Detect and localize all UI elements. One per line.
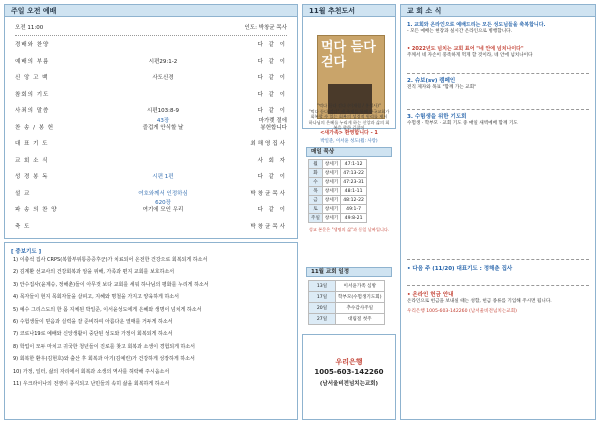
worship-item-person: 최해영집사 (250, 141, 287, 147)
reading-verse: 49:1-7 (341, 205, 367, 214)
hymn-row (15, 118, 287, 132)
hymn (111, 118, 215, 132)
prayer-item: 5) 예수 그리스도의 한 몸 지체된 박일준, 이서윤성도에게 은혜와 생명이 넘치게 하소서 (13, 306, 202, 313)
prayer-item: 8) 학업이 모두 마치고 귀국한 청년들이 진로를 찾고 회복과 소생이 경험되게 하소서 (13, 343, 196, 350)
bank-account: 1005-603-142260 (314, 368, 384, 376)
news-6-title: • 온라인 헌금 안내 (407, 292, 454, 298)
meeting-date: 17일 (309, 292, 336, 303)
reading-book: 창세기 (322, 196, 340, 205)
divider (407, 259, 589, 260)
reading-book: 창세기 (322, 187, 340, 196)
prayer-item: 1) 이충석 집사 CRPS(복합부위통증증후군)가 치료되어 온전한 건강으로 회복되게 하소서 (13, 257, 208, 263)
prayer-item: 10) 가정, 일터, 삶의 자리에서 회복과 소생의 역사를 허락해 주시옵소서 (13, 368, 170, 375)
worship-item-person: 다 같 이 (257, 108, 287, 114)
book-cover-title: 먹다 듣다 걷다 (321, 40, 376, 70)
news-section (400, 17, 596, 420)
meeting-date: 27일 (309, 314, 336, 325)
hymn-title: 즐겁게 안식할 날 (142, 124, 184, 131)
worship-item-name: 예배의 부름 (15, 58, 50, 65)
news-6-account: 우리은행 1005-603-142260 (남서울비전넘치는교회) (407, 308, 517, 314)
worship-item-person: 다 같 이 (257, 42, 287, 48)
left-column (4, 4, 298, 420)
reading-note: 성교 본문은 "생명의 삶"과 동일 날짜입니다. (308, 227, 390, 232)
reading-row (309, 196, 367, 205)
meeting-row (309, 314, 385, 325)
meeting-header: 11월 교회 일정 (306, 267, 392, 277)
news-1-title: 1. 교회와 온라인으로 예배드리는 모든 성도님들을 축복합니다. (407, 22, 546, 28)
worship-item-name: 파 송 의 찬 양 (15, 207, 58, 213)
reading-book: 창세기 (322, 214, 340, 223)
worship-item-detail: 시편103:8-9 (147, 108, 179, 114)
hymn-no: 43장 (156, 117, 170, 124)
worship-item-name: 참회의 기도 (15, 91, 50, 98)
worship-row (15, 153, 287, 167)
reading-header: 매일 묵상 (306, 147, 392, 157)
reading-book: 창세기 (322, 205, 340, 214)
reading-verse: 47:23-31 (341, 178, 367, 187)
worship-item-detail: 시편 1편 (152, 174, 174, 180)
worship-item-name: 대 표 기 도 (15, 141, 49, 147)
new-family: <새가족> 환영합니다 - 1 (320, 130, 378, 136)
send-title: 여기에 모인 우리 (142, 207, 184, 213)
book-desc-3: 하나님의 은혜를 누리게 하는 신앙과 삶의 회복을 향한 길잡이 (308, 120, 390, 131)
reading-row (309, 205, 367, 214)
bank-holder: (남서울비전넘치는교회) (319, 381, 379, 387)
prayer-title: [ 중보기도 ] (11, 249, 42, 255)
worship-row (15, 70, 287, 84)
worship-item-person: 다 같 이 (257, 58, 287, 65)
bank-section (302, 334, 396, 420)
divider (407, 109, 589, 110)
news-header: 교 회 소 식 (400, 4, 596, 17)
reading-row (309, 214, 367, 223)
worship-header: 주일 오전 예배 (4, 4, 298, 17)
send-hymn-row (15, 200, 287, 214)
divider (15, 35, 287, 36)
prayer-item: 9) 회복한 환우(김현호)와 출산 후 회복과 아기(김예린)가 건강하게 성장하게 하소서 (13, 356, 195, 363)
reading-day: 토 (309, 205, 323, 214)
worship-item-name: 교 회 소 식 (15, 157, 49, 164)
worship-row (15, 103, 287, 117)
book-desc-1: "먹다 듣다 걷다 (이재철 / 홍성사)" (317, 103, 381, 108)
meeting-row (309, 292, 385, 303)
meeting-row (309, 281, 385, 292)
reading-day: 수 (309, 178, 323, 187)
meeting-event: 이서윤가족 심방 (336, 281, 385, 292)
prayer-item: 11) 우크라이나의 전쟁이 종식되고 난민들의 속히 삶을 회복하게 하소서 (13, 381, 170, 387)
reading-row (309, 169, 367, 178)
reading-verse: 47:1-12 (341, 160, 367, 169)
worship-item-person: 다 같 이 (257, 75, 287, 81)
reading-book: 창세기 (322, 178, 340, 187)
worship-row (15, 219, 287, 233)
prayer-section (4, 242, 298, 420)
worship-item-name: 성 경 봉 독 (15, 174, 49, 180)
middle-column (302, 4, 396, 420)
news-2-title: • 2022년도 넘치는 교회 표어 "네 안에 넘치나이다" (407, 46, 524, 52)
send-hymn (111, 200, 215, 214)
meeting-event: 추수감사주일 (336, 303, 385, 314)
worship-item-name: 경배와 찬양 (15, 42, 50, 48)
worship-item-detail: 사도신경 (152, 75, 174, 81)
news-6-body: 온라인으로 헌금을 보내실 때는 성함, 헌금 종류를 기입해 주시면 됩니다. (407, 298, 552, 304)
reading-day: 목 (309, 187, 323, 196)
divider (407, 73, 589, 74)
reading-day: 주일 (309, 214, 323, 223)
reading-row (309, 160, 367, 169)
book-desc-2: "먹다 듣다 걷다" 세 주제를 통해 한국교회가 회복할 수 있는 회복의 성경적 원리를 제시 (308, 109, 390, 120)
worship-row (15, 37, 287, 51)
worship-row (15, 169, 287, 183)
reading-verse: 48:1-11 (341, 187, 367, 196)
worship-item-person: 다 같 이 (257, 207, 287, 213)
offering-2: 봉헌합니다 (260, 124, 287, 131)
prayer-item: 3) 안수집사(윤계승, 정해춘)들이 아무것 보다 교회를 세워 하나님의 평화를 누리게 하소서 (13, 281, 209, 288)
meeting-date: 13일 (309, 281, 336, 292)
prayer-item: 2) 김계환 선교사의 건강회복과 암을 위해, 가족과 편지 교회를 보호하소서 (13, 269, 175, 276)
reading-row (309, 178, 367, 187)
send-no: 620장 (155, 200, 171, 206)
worship-row (15, 54, 287, 68)
worship-row (15, 87, 287, 101)
offering (259, 118, 287, 132)
worship-item-name: 신 앙 고 백 (15, 75, 49, 81)
meeting-row (309, 303, 385, 314)
reading-verse: 47:13-22 (341, 169, 367, 178)
meeting-event: 학부모(수험생기도회) (336, 292, 385, 303)
worship-order (4, 17, 298, 239)
worship-leader: 인도: 박창균 목사 (244, 25, 287, 31)
worship-row (15, 186, 287, 200)
prayer-item: 4) 목자들이 현지 목회자들을 살피고, 지혜와 명철을 가지고 양육하게 하소서 (13, 294, 179, 301)
meeting-date: 20일 (309, 303, 336, 314)
reading-day: 월 (309, 160, 323, 169)
reading-verse: 48:12-22 (341, 196, 367, 205)
news-3-title: 2. 슈보(sv) 캠페인 (407, 78, 456, 84)
worship-item-person: 사 회 자 (257, 157, 287, 164)
divider (407, 285, 589, 286)
reading-book: 창세기 (322, 160, 340, 169)
reading-book: 창세기 (322, 169, 340, 178)
news-4-title: 3. 수험생을 위한 기도회 (407, 114, 467, 120)
reading-verse: 49:8-21 (341, 214, 367, 223)
worship-item-name: 축 도 (15, 223, 31, 230)
reading-table (308, 159, 367, 223)
worship-time: 오전 11:00 (15, 25, 44, 31)
worship-item-person: 다 같 이 (257, 174, 287, 180)
worship-item-person: 다 같 이 (257, 91, 287, 98)
worship-item-name: 찬 송 / 봉 헌 (15, 124, 55, 131)
meeting-event: 대림절 첫주 (336, 314, 385, 325)
news-5-title: • 다음 주 (11/20) 대표기도 : 정해춘 집사 (407, 266, 513, 272)
worship-item-person: 박창균목사 (250, 223, 287, 230)
worship-item-detail: 시편29:1-2 (148, 58, 178, 65)
worship-item-detail: 여호와께서 인정하심 (138, 190, 188, 197)
bank-name: 우리은행 (335, 358, 363, 366)
worship-item-name: 설 교 (15, 190, 31, 197)
worship-item-person: 박창균목사 (250, 190, 287, 197)
worship-row (15, 136, 287, 150)
news-3-body: 전직 제자와 목표 "함께 가는 교회" (407, 84, 477, 90)
reading-day: 금 (309, 196, 323, 205)
offering-1: 마가렛 절에 (258, 117, 287, 124)
book-section (302, 17, 396, 129)
meeting-table (308, 280, 385, 325)
reading-row (309, 187, 367, 196)
worship-item-name: 사죄의 말씀 (15, 108, 50, 114)
news-1-sub: - 모든 예배는 현장과 실시간 온라인으로 병행합니다. (407, 28, 513, 34)
prayer-item: 6) 수험생들이 믿음과 실력을 잘 준비하여 아름다운 열매를 거두게 하소서 (13, 319, 173, 325)
news-2-body: 주께서 네 자손이 풍족하게 먹게 할 것이라, 네 안에 넘치나이다 (407, 52, 533, 58)
right-column (400, 4, 596, 420)
new-family-names: 박일준, 이서윤 성도(월: 사랑) (320, 139, 378, 144)
news-4-body: 수험생 · 학부모 · 교회 기도 중 매일 새벽예배 함께 기도 (407, 120, 518, 126)
prayer-item: 7) 코로나19로 예배와 신앙생활이 중단된 성도와 가정이 회복되게 하소서 (13, 331, 173, 338)
reading-day: 화 (309, 169, 323, 178)
book-header: 11월 추천도서 (302, 4, 396, 17)
